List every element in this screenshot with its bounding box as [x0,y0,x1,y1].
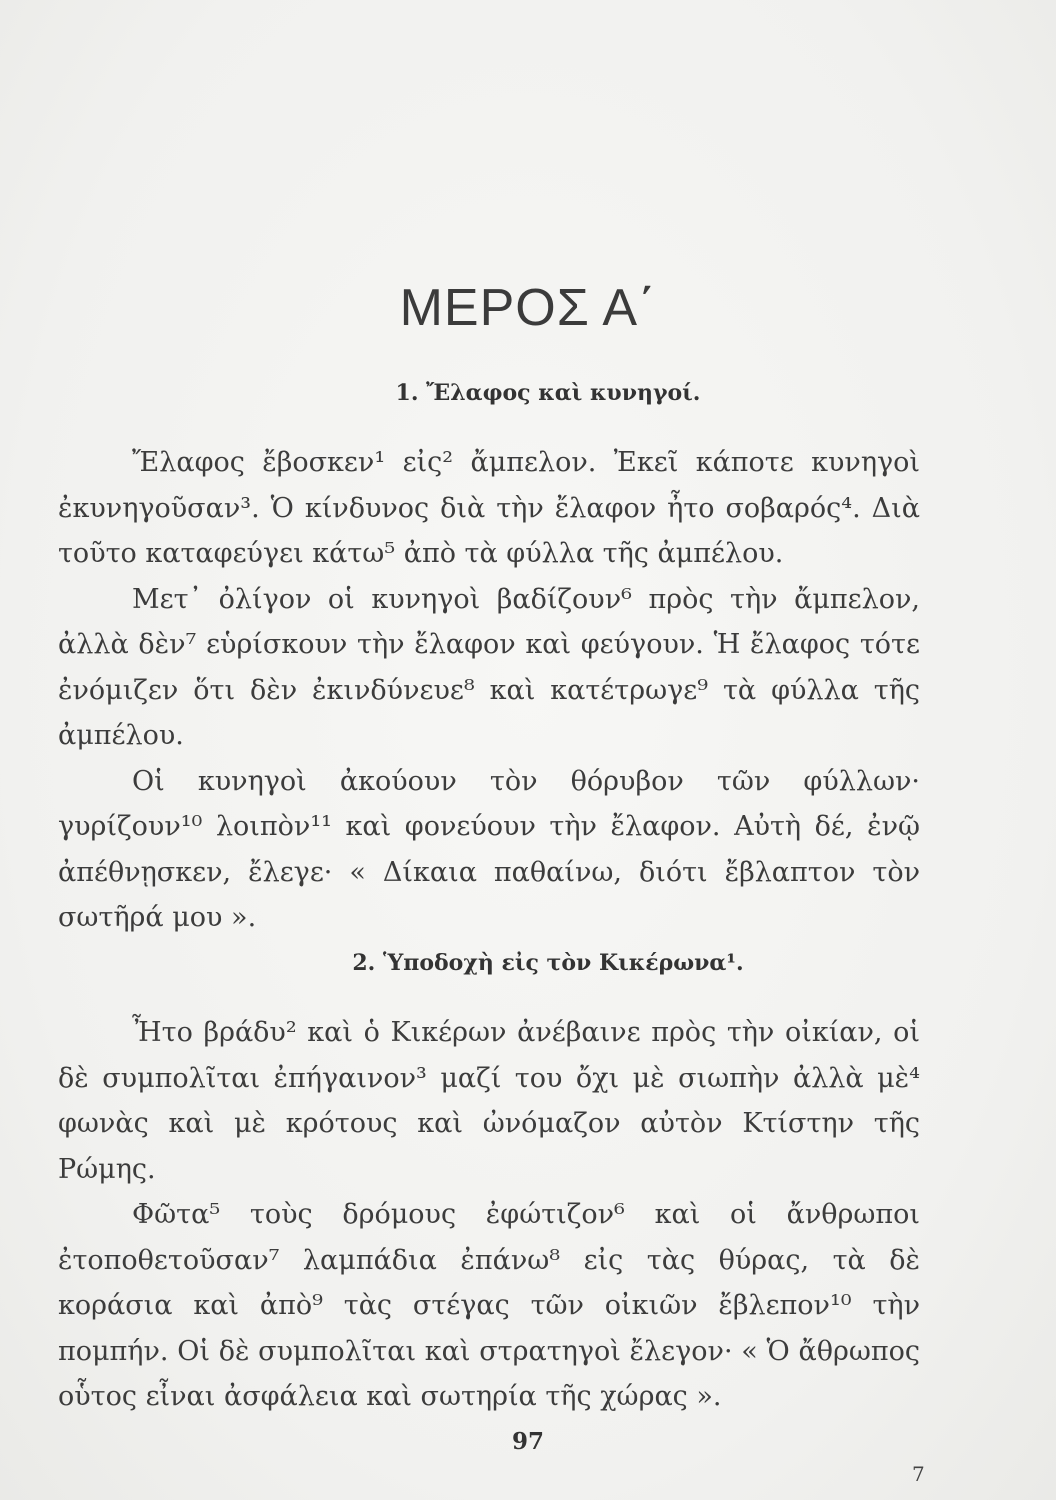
signature-mark: 7 [912,1462,925,1486]
paragraph: Ἦτο βράδυ² καὶ ὁ Κικέρων ἀνέβαινε πρὸς τὴν οἰκίαν, οἱ δὲ συμπολῖται ἐπήγαινον³ μαζί του ὄχι μὲ σιωπὴν ἀλλὰ μὲ⁴ φωνὰς καὶ μὲ κρότους καὶ ὠνόμαζον αὐτὸν Κτίστην τῆς Ρώμης. [58,1017,920,1185]
paragraph: Οἱ κυνηγοὶ ἀκούουν τὸν θόρυβον τῶν φύλλων· γυρίζουν¹⁰ λοιπὸν¹¹ καὶ φονεύουν τὴν ἔλαφον. Αὐτὴ δέ, ἐνῷ ἀπέθνῃσκεν, ἔλεγε· « Δίκαια παθαίνω, διότι ἔβλαπτον τὸν σωτῆρά μου ». [58,765,920,933]
part-title: ΜΕΡΟΣ Α΄ [399,279,657,337]
paragraph: Ἔλαφος ἔβοσκεν¹ εἰς² ἄμπελον. Ἐκεῖ κάποτε κυνηγοὶ ἐκυνηγοῦσαν³. Ὁ κίνδυνος διὰ τὴν ἔλαφον ἦτο σοβαρός⁴. Διὰ τοῦτο καταφεύγει κάτω⁵ ἀπὸ τὰ φύλλα τῆς ἀμπέλου. [58,447,920,569]
page-number: 97 [511,1428,544,1455]
paragraph: Φῶτα⁵ τοὺς δρόμους ἐφώτιζον⁶ καὶ οἱ ἄνθρωποι ἐτοποθετοῦσαν⁷ λαμπάδια ἐπάνω⁸ εἰς τὰς θύρας, τὰ δὲ κοράσια καὶ ἀπὸ⁹ τὰς στέγας τῶν οἰκιῶν ἔβλεπον¹⁰ τὴν πομπήν. Οἱ δὲ συμπολῖται καὶ στρατηγοὶ ἔλεγον· « Ὁ ἄθρωπος οὗτος εἶναι ἀσφάλεια καὶ σωτηρία τῆς χώρας ». [58,1199,920,1412]
story-body-2 [58,1010,920,1420]
story-title-2: 2. Ὑποδοχὴ εἰς τὸν Κικέρωνα¹. [352,950,744,976]
story-body-1 [58,440,920,941]
story-title-1: 1. Ἔλαφος καὶ κυνηγοί. [395,380,701,406]
paragraph: Μετ᾿ ὀλίγον οἱ κυνηγοὶ βαδίζουν⁶ πρὸς τὴν ἄμπελον, ἀλλὰ δὲν⁷ εὑρίσκουν τὴν ἔλαφον καὶ φεύγουν. Ἡ ἔλαφος τότε ἐνόμιζεν ὅτι δὲν ἐκινδύνευε⁸ καὶ κατέτρωγε⁹ τὰ φύλλα τῆς ἀμπέλου. [58,583,920,751]
